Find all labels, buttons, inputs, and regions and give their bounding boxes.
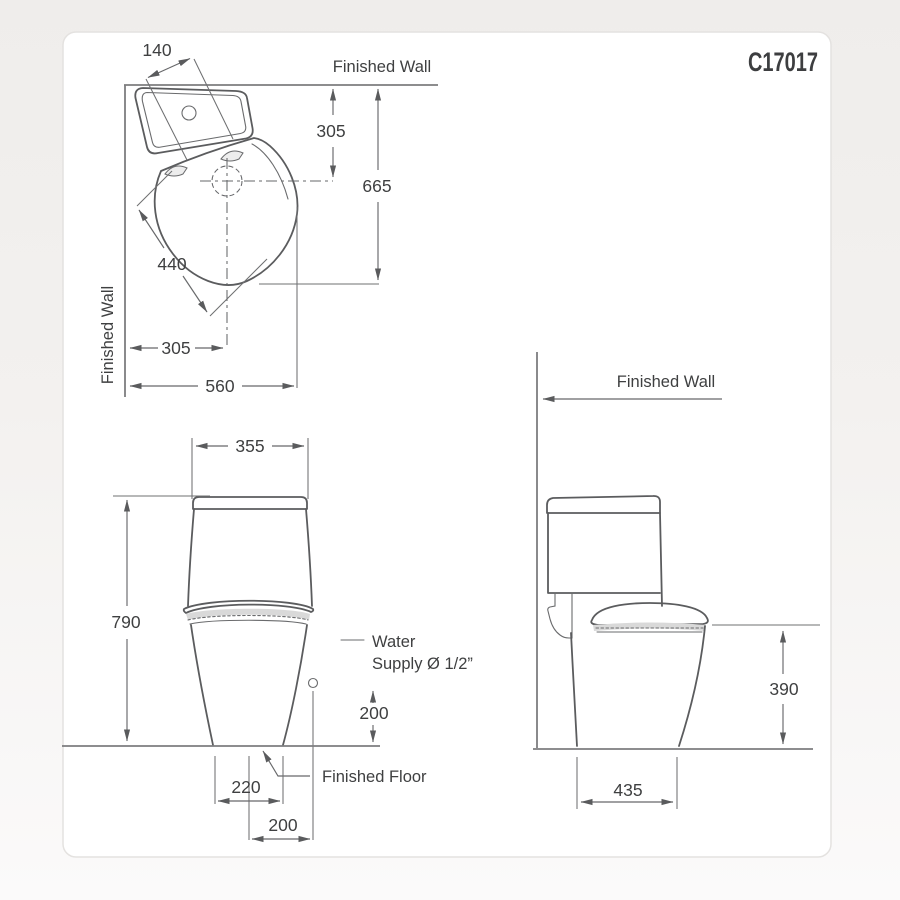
dim-200-offset-label: 200 (268, 815, 298, 835)
dim-355-label: 355 (235, 436, 265, 456)
dim-665-label: 665 (362, 176, 392, 196)
side-finished-wall-label: Finished Wall (616, 373, 716, 391)
water-supply-label-line2: Supply Ø 1/2” (372, 655, 473, 673)
dim-440-label: 440 (157, 254, 187, 274)
finished-floor-label: Finished Floor (322, 768, 427, 786)
plan-finished-wall-side-label: Finished Wall (99, 285, 117, 385)
dim-140-label: 140 (142, 40, 172, 60)
dim-435-label: 435 (613, 780, 643, 800)
dim-305v-label: 305 (316, 121, 346, 141)
dim-390-label: 390 (769, 679, 799, 699)
dim-790-label: 790 (111, 612, 141, 632)
dim-220-label: 220 (231, 777, 261, 797)
dim-200-supply-label: 200 (359, 703, 389, 723)
product-code: C17017 (748, 47, 818, 77)
plan-finished-wall-top-label: Finished Wall (332, 58, 432, 76)
dim-305h-label: 305 (161, 338, 191, 358)
dim-560-label: 560 (205, 376, 235, 396)
water-supply-label-line1: Water (372, 633, 416, 651)
spec-card (63, 32, 831, 857)
